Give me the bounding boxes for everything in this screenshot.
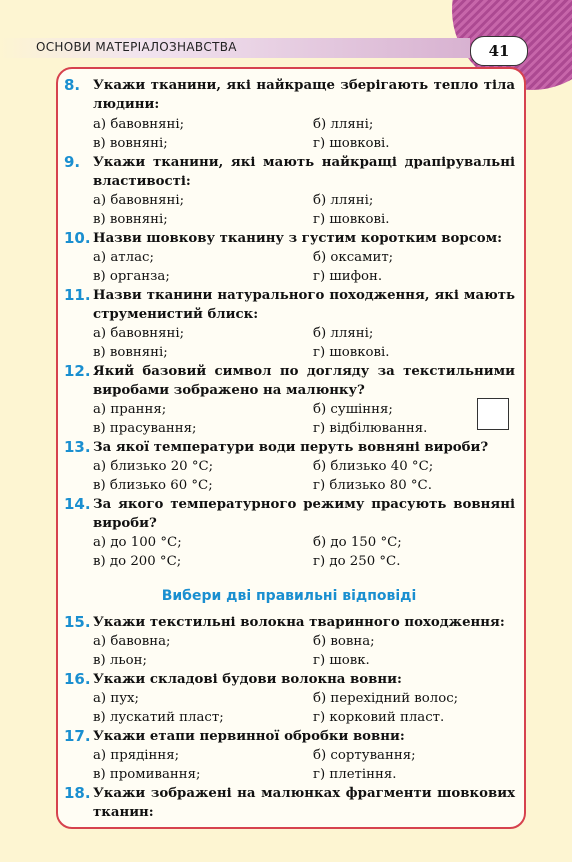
option: б) перехідний волос; [313,691,459,706]
option: г) шифон. [313,269,383,284]
question-number: 17. [64,727,91,745]
option: б) вовна; [313,634,375,649]
option: в) органза; [93,269,170,284]
question-number: 15. [64,613,91,631]
question-text: Назви шовкову тканину з густим коротким ворсом: [93,231,503,246]
option: г) шовкові. [313,345,390,360]
option: в) до 200 °С; [93,554,182,569]
question-number: 9. [64,153,81,171]
question-text: Назви тканини натурального походження, які мають струменистий блиск: [93,288,515,322]
question-number: 12. [64,362,91,380]
option: б) лляні; [313,326,374,341]
option: г) шовк. [313,653,370,668]
option: а) атлас; [93,250,154,265]
question-text: Укажи зображені на малюнках фрагменти шовкових тканин: [93,786,515,820]
option: г) близько 80 °С. [313,478,432,493]
question-text: За якої температури води перуть вовняні вироби? [93,440,489,455]
option: а) до 100 °С; [93,535,182,550]
question-number: 10. [64,229,91,247]
option: а) прядіння; [93,748,180,763]
running-header: ОСНОВИ МАТЕРІАЛОЗНАВСТВА [36,40,237,54]
option: а) прання; [93,402,167,417]
question-number: 16. [64,670,91,688]
question-text: За якого температурного режиму прасують вовняні вироби? [93,497,515,531]
question-text: Укажи складові будови волокна вовни: [93,672,402,687]
question-number: 18. [64,784,91,802]
option: г) плетіння. [313,767,397,782]
question-number: 14. [64,495,91,513]
option: в) вовняні; [93,212,168,227]
care-symbol-image [477,398,509,430]
option: б) сушіння; [313,402,393,417]
option: а) бавовняні; [93,117,185,132]
page-number: 41 [470,36,528,66]
option: в) лускатий пласт; [93,710,224,725]
question-number: 11. [64,286,91,304]
option: б) лляні; [313,117,374,132]
option: г) до 250 °С. [313,554,401,569]
question-text: Укажи текстильні волокна тваринного походження: [93,615,505,630]
option: а) пух; [93,691,140,706]
question-text: Укажи тканини, які найкраще зберігають тепло тіла людини: [93,78,515,112]
question-number: 13. [64,438,91,456]
option: в) близько 60 °С; [93,478,213,493]
option: г) шовкові. [313,212,390,227]
option: б) лляні; [313,193,374,208]
option: б) сортування; [313,748,416,763]
option: г) шовкові. [313,136,390,151]
question-text: Який базовий символ по догляду за текстильними виробами зображено на малюнку? [93,364,515,398]
option: в) льон; [93,653,147,668]
question-text: Укажи тканини, які мають найкращі драпірувальні властивості: [93,155,515,189]
option: в) прасування; [93,421,197,436]
option: а) бавовна; [93,634,171,649]
option: а) близько 20 °С; [93,459,214,474]
option: г) корковий пласт. [313,710,445,725]
option: б) оксамит; [313,250,394,265]
option: б) до 150 °С; [313,535,402,550]
option: а) бавовняні; [93,326,185,341]
section-heading: Вибери дві правильні відповіді [161,588,417,604]
option: б) близько 40 °С; [313,459,434,474]
option: а) бавовняні; [93,193,185,208]
option: в) вовняні; [93,345,168,360]
question-text: Укажи етапи первинної обробки вовни: [93,729,405,744]
option: в) вовняні; [93,136,168,151]
question-number: 8. [64,76,81,94]
option: в) промивання; [93,767,201,782]
option: г) відбілювання. [313,421,428,436]
